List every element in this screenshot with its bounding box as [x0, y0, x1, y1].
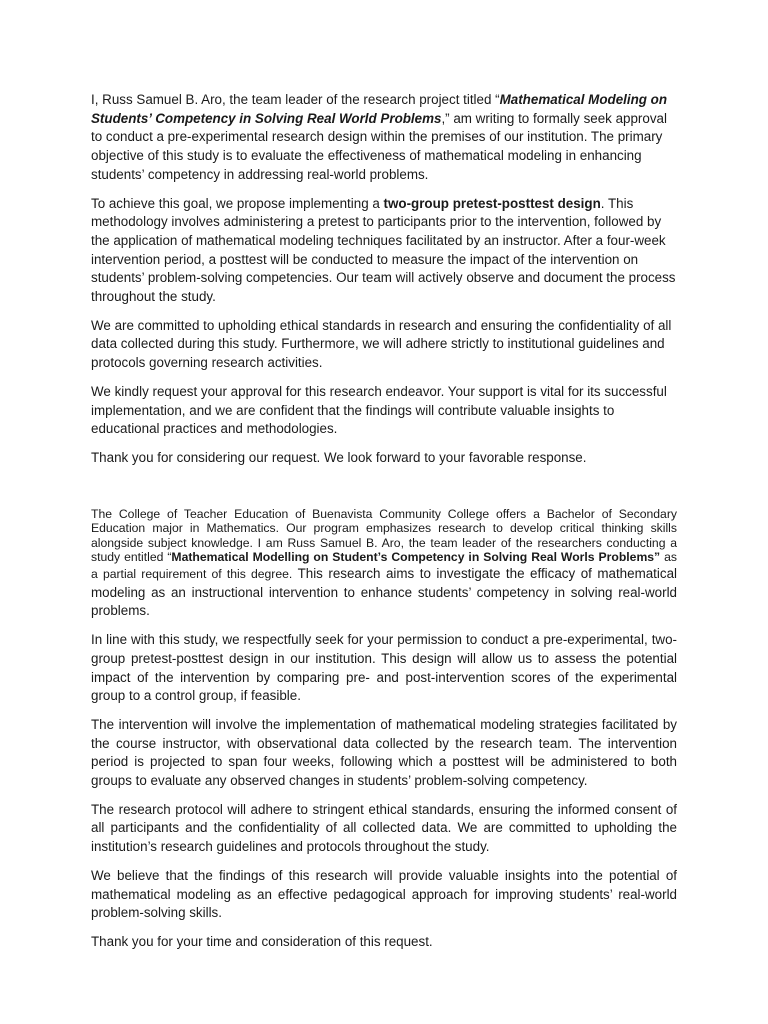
letter-a-paragraph-4: We kindly request your approval for this research endeavor. Your support is vital for its successful implementation, and we are confident that the findings will contribute valuable insights to educational practices and methodologies.: [91, 383, 667, 437]
letter-a-p2-text: To achieve this goal, we propose implementing a: [91, 195, 384, 211]
letter-b-paragraph-2: In line with this study, we respectfully seek for your permission to conduct a pre-experimental, two-group pretest-posttest design in our institution. This design will allow us to assess the potential impact of the intervention by comparing pre- and post-intervention scores of the experimental group to a control group, if feasible.: [91, 632, 677, 704]
letter-draft-two: [91, 507, 677, 952]
letter-a-p1-text: I, Russ Samuel B. Aro, the team leader of the research project titled “: [91, 92, 500, 107]
letter-a-paragraph-3: We are committed to upholding ethical standards in research and ensuring the confidentiality of all data collected during this study. Furthermore, we will adhere strictly to institutional guidelines and protocols governing research activities.: [91, 317, 672, 371]
letter-a-p2-text-end: . This methodology involves administering a pretest to participants prior to the intervention, followed by the application of mathematical modeling techniques facilitated by an instructor. After a four-week intervention period, a posttest will be conducted to measure the impact of the intervention on students’ problem-solving competencies. Our team will actively observe and document the process throughout the study.: [91, 195, 676, 305]
letter-a-closing: Thank you for considering our request. We look forward to your favorable response.: [91, 449, 587, 465]
document-page: [91, 91, 677, 962]
letter-b-closing: Thank you for your time and consideration of this request.: [91, 933, 433, 949]
letter-a-paragraph-2: [91, 195, 677, 307]
letter-b-paragraph-5: We believe that the findings of this research will provide valuable insights into the potential of mathematical modeling as an effective pedagogical approach for improving students’ real-world problem-solving skills.: [91, 867, 677, 921]
letter-a-p1-text-end: ,” am writing to formally seek approval to conduct a pre-experimental research design within the premises of our institution. The primary objective of this study is to evaluate the effectiveness of mathematical modeling in enhancing students’ competency in addressing real-world problems.: [91, 110, 667, 182]
letter-b-intro-aim: This research aims to investigate the efficacy of mathematical modeling as an instructional intervention to enhance students’ competency in solving real-world problems.: [91, 566, 677, 619]
letter-b-paragraph-1: [91, 507, 677, 621]
study-title: Mathematical Modelling on Student’s Competency in Solving Real Worls Problems”: [171, 550, 661, 565]
letter-b-paragraph-4: The research protocol will adhere to stringent ethical standards, ensuring the informed consent of all participants and the confidentiality of all collected data. We are committed to upholding the institution’s research guidelines and protocols throughout the study.: [91, 801, 677, 855]
letter-b-intro-text: The College of Teacher Education of Buenavista Community College offers a Bachelor of Secondary Education major in Mathematics. Our program emphasizes research to develop critical thinking skills alongside subject knowledge. I am Russ Samuel B. Aro, the team leader of the researchers conducting a study entitled “: [91, 506, 677, 565]
letter-b-paragraph-3: The intervention will involve the implementation of mathematical modeling strategies facilitated by the course instructor, with observational data collected by the research team. The intervention period is projected to span four weeks, following which a posttest will be administered to both groups to evaluate any observed changes in students’ problem-solving competency.: [91, 716, 677, 789]
letter-a-paragraph-1: [91, 91, 677, 185]
design-emphasis: two-group pretest-posttest design: [383, 195, 601, 211]
letter-b-intro-text-end: as a partial requirement of this degree.: [91, 550, 677, 582]
letter-draft-one: [91, 91, 677, 468]
research-title: Mathematical Modeling on Students’ Competency in Solving Real World Problems: [91, 92, 668, 126]
